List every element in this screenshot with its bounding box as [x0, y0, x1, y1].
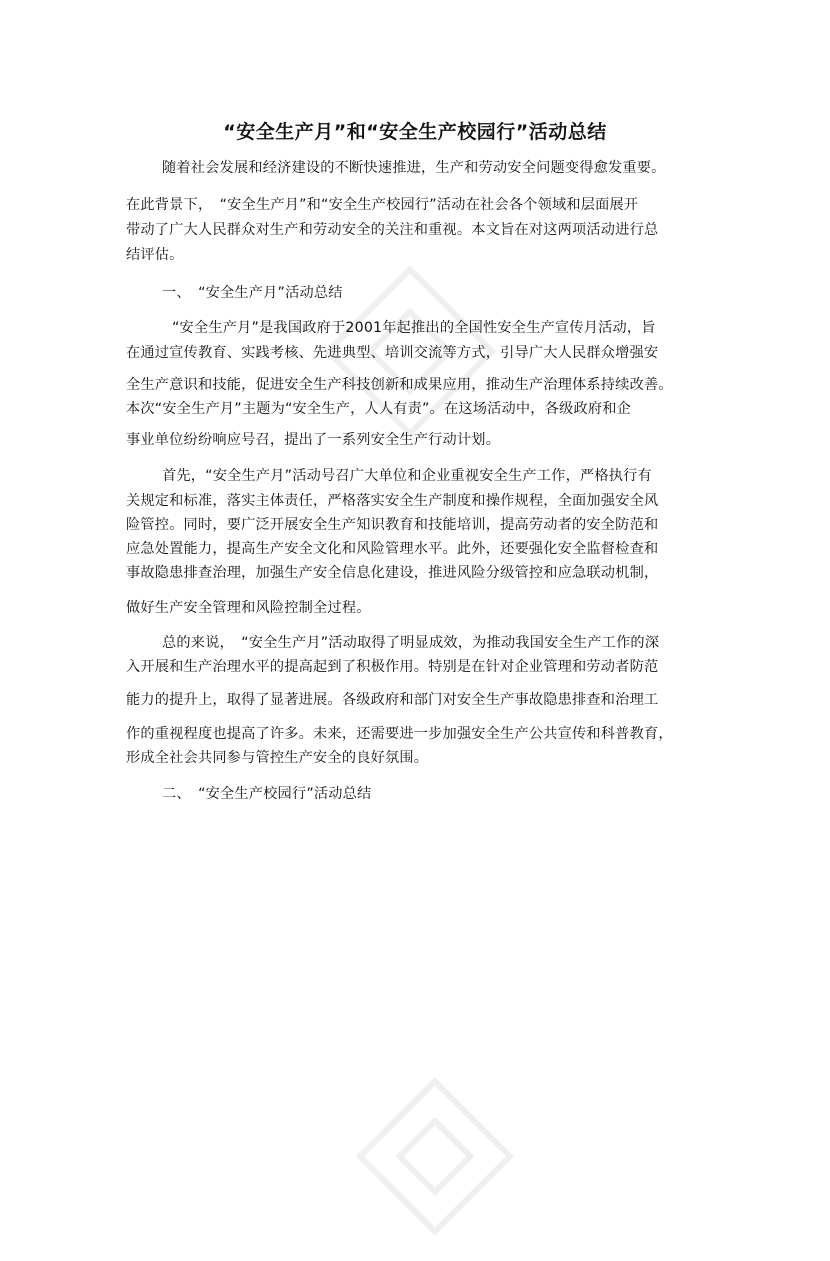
s1-p1-line-2: 在通过宣传教育、实践考核、先进典型、培训交流等方式，引导广大人民群众增强安	[126, 345, 659, 361]
intro-line-3: 带动了广大人民群众对生产和劳动安全的关注和重视。本文旨在对这两项活动进行总	[126, 222, 659, 238]
s1-p2-line-1: 首先，“安全生产月”活动号召广大单位和企业重视安全生产工作，严格执行有	[162, 468, 652, 484]
s1-p3-line-3: 能力的提升上，取得了显著进展。各级政府和部门对安全生产事故隐患排查和治理工	[126, 692, 659, 708]
section-2-heading: 二、 “安全生产校园行”活动总结	[162, 786, 372, 802]
s1-p3-line-2: 入开展和生产治理水平的提高起到了积极作用。特别是在针对企业管理和劳动者防范	[126, 659, 659, 675]
s1-p2-line-2: 关规定和标准，落实主体责任，严格落实安全生产制度和操作规程，全面加强安全风	[126, 493, 659, 509]
s1-p1-line-3: 全生产意识和技能，促进安全生产科技创新和成果应用，推动生产治理体系持续改善。	[126, 377, 673, 393]
s1-p2-line-4: 应急处置能力，提高生产安全文化和风险管理水平。此外，还要强化安全监督检查和	[126, 541, 659, 557]
s1-p1-line-5: 事业单位纷纷响应号召，提出了一系列安全生产行动计划。	[126, 432, 501, 448]
s1-p3-line-5: 形成全社会共同参与管控生产安全的良好氛围。	[126, 750, 429, 766]
watermark-logo-bottom	[329, 1049, 541, 1261]
s1-p3-line-1: 总的来说， “安全生产月”活动取得了明显成效，为推动我国安全生产工作的深	[162, 635, 660, 651]
intro-line-4: 结评估。	[126, 247, 184, 263]
s1-p2-line-3: 险管控。同时，要广泛开展安全生产知识教育和技能培训，提高劳动者的安全防范和	[126, 517, 659, 533]
intro-line-2: 在此背景下， “安全生产月”和“安全生产校园行”活动在社会各个领域和层面展开	[126, 197, 639, 213]
section-1-heading: 一、 “安全生产月”活动总结	[162, 285, 343, 301]
s1-p2-line-6: 做好生产安全管理和风险控制全过程。	[126, 600, 371, 616]
document-title: “安全生产月”和“安全生产校园行”活动总结	[223, 121, 607, 143]
s1-p1-line-1: “安全生产月”是我国政府于2001年起推出的全国性安全生产宣传月活动，旨	[172, 320, 656, 336]
s1-p1-line-4: 本次“安全生产月”主题为“安全生产，人人有责”。在这场活动中，各级政府和企	[126, 401, 631, 417]
s1-p3-line-4: 作的重视程度也提高了许多。未来，还需要进一步加强安全生产公共宣传和科普教育，	[126, 726, 673, 742]
intro-line-1: 随着社会发展和经济建设的不断快速推进，生产和劳动安全问题变得愈发重要。	[162, 160, 666, 176]
s1-p2-line-5: 事故隐患排查治理，加强生产安全信息化建设，推进风险分级管控和应急联动机制，	[126, 565, 659, 581]
